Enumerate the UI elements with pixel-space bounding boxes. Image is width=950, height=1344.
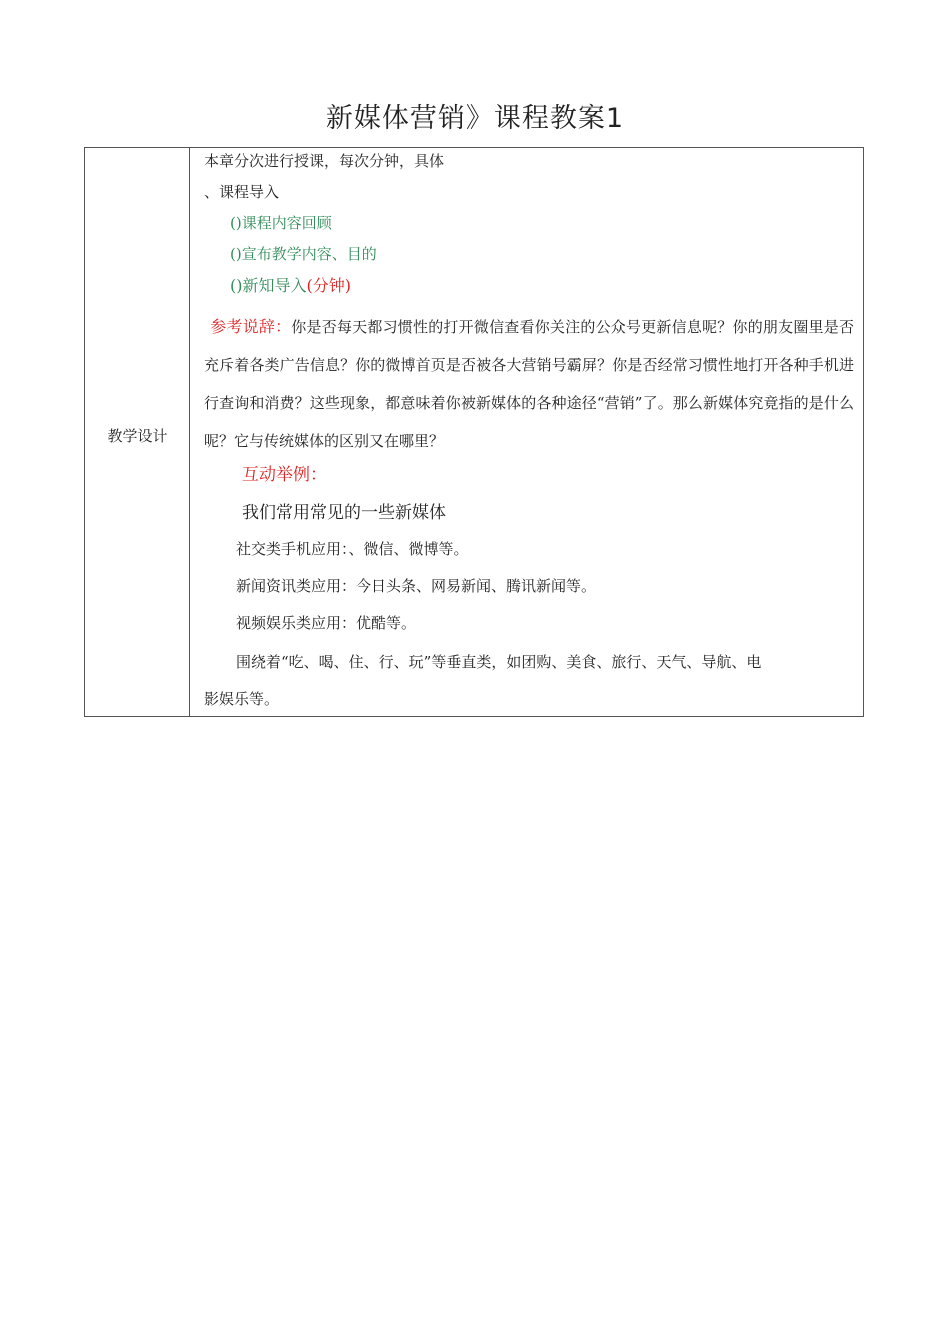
intro-line: 本章分次进行授课，每次分钟，具体	[204, 152, 445, 170]
item-new-knowledge-label: ()新知导入	[230, 276, 307, 295]
video-apps-line: 视频娱乐类应用：优酷等。	[236, 614, 417, 632]
row-label-teaching-design: 教学设计	[107, 427, 168, 445]
item-new-knowledge	[230, 273, 351, 296]
vertical-apps-line-1: 围绕着“吃、喝、住、行、玩”等垂直类，如团购、美食、旅行、天气、导航、电	[236, 653, 762, 671]
content-cell	[190, 148, 863, 716]
reference-speech-paragraph	[204, 308, 854, 460]
section-course-intro: 、课程导入	[204, 183, 280, 201]
interactive-example-subheading: 我们常用常见的一些新媒体	[242, 503, 446, 523]
row-label-cell	[85, 148, 190, 716]
reference-speech-lead: 参考说辞：	[210, 317, 292, 336]
reference-speech-text: 你是否每天都习惯性的打开微信查看你关注的公众号更新信息呢？你的朋友圈里是否充斥着各类广告信息？你的微博首页是否被各大营销号霸屏？你是否经常习惯性地打开各种手机进行查询和消费？这些现象，都意味着你被新媒体的各种途径“营销”了。那么新媒体究竟指的是什么呢？它与传统媒体的区别又在哪里？	[204, 318, 854, 450]
document-title: 新媒体营销》课程教案1	[325, 103, 625, 134]
item-content-review: ()课程内容回顾	[230, 214, 332, 232]
vertical-apps-line-2: 影娱乐等。	[204, 690, 280, 708]
item-new-knowledge-minutes: (分钟)	[306, 276, 351, 295]
social-apps-line: 社交类手机应用：、微信、微博等。	[236, 540, 469, 558]
item-announce-goals: ()宣布教学内容、目的	[230, 245, 377, 263]
lesson-plan-table	[84, 147, 864, 717]
interactive-example-heading: 互动举例：	[242, 465, 327, 485]
news-apps-line: 新闻资讯类应用：今日头条、网易新闻、腾讯新闻等。	[236, 577, 597, 595]
